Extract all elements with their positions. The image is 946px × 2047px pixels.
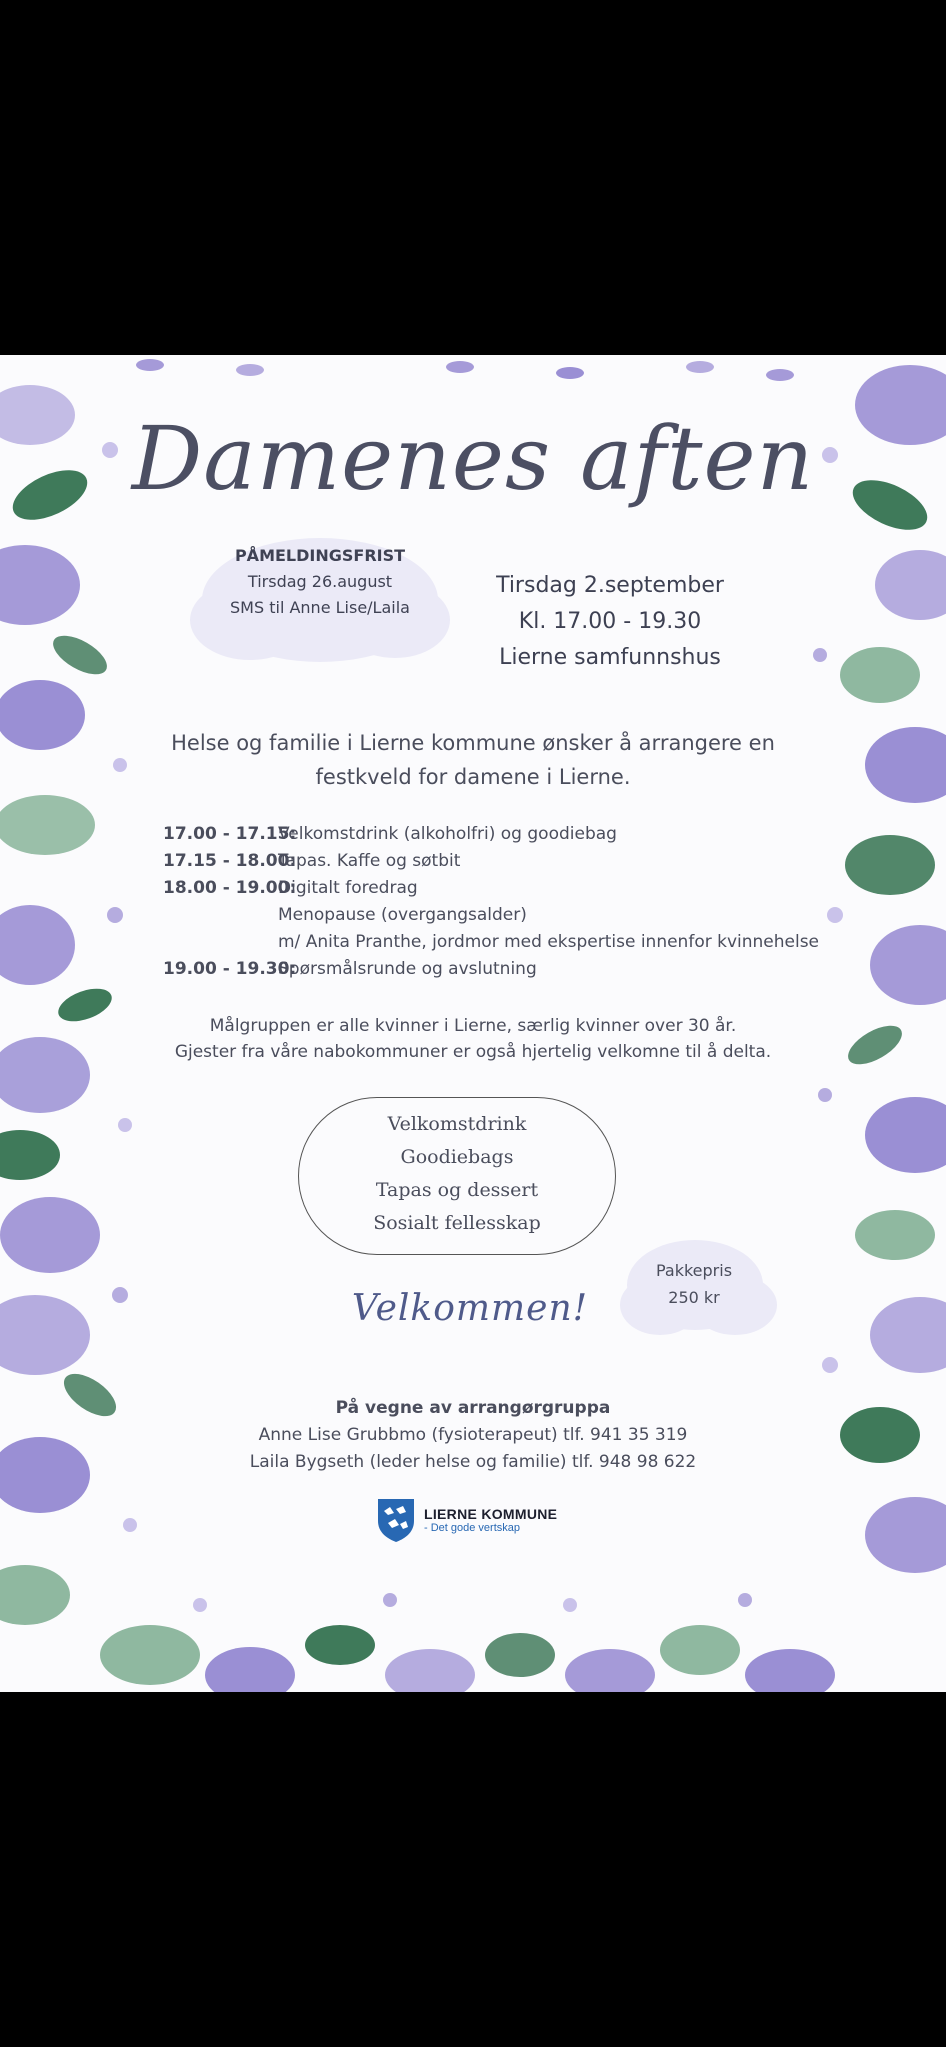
schedule-description	[278, 848, 843, 875]
schedule-description-line: Digitalt foredrag	[278, 878, 418, 898]
schedule-description	[278, 956, 843, 983]
package-item: Tapas og dessert	[375, 1179, 539, 1201]
audience-line-1: Målgruppen er alle kvinner i Lierne, særlig kvinner over 30 år.	[209, 1016, 737, 1036]
event-time: Kl. 17.00 - 19.30	[518, 609, 702, 634]
event-venue: Lierne samfunnshus	[499, 645, 721, 670]
schedule-time: 17.15 - 18.00:	[163, 851, 297, 871]
schedule-time: 19.00 - 19.30:	[163, 959, 297, 979]
audience-text	[150, 1013, 796, 1065]
municipality-slogan: - Det gode vertskap	[424, 1522, 520, 1534]
poster-title: Damenes aften	[131, 407, 815, 510]
schedule-description-line: m/ Anita Pranthe, jordmor med ekspertise innenfor kvinnehelse	[278, 932, 820, 952]
organizers	[220, 1395, 726, 1476]
top-lavender-decoration	[136, 359, 794, 381]
package-item: Sosialt fellesskap	[373, 1212, 541, 1234]
schedule-row	[163, 956, 843, 983]
schedule-description	[278, 875, 843, 956]
left-flowers-decoration	[0, 385, 137, 1625]
event-details	[470, 568, 750, 676]
intro-text: Helse og familie i Lierne kommune ønsker å arrangere en festkveld for damene i Lierne.	[171, 731, 775, 789]
organizers-heading: På vegne av arrangørgruppa	[335, 1398, 611, 1418]
registration-deadline	[200, 543, 440, 621]
welcome-text: Velkommen!	[351, 1288, 589, 1329]
bottom-flowers-decoration	[100, 1593, 835, 1692]
schedule-description-line: Tapas. Kaffe og søtbit	[278, 851, 461, 871]
event-date: Tirsdag 2.september	[496, 573, 724, 598]
deadline-contact: SMS til Anne Lise/Laila	[230, 598, 410, 617]
schedule-row	[163, 848, 843, 875]
schedule-time: 18.00 - 19.00:	[163, 878, 297, 898]
deadline-date: Tirsdag 26.august	[247, 572, 393, 591]
schedule-row	[163, 821, 843, 848]
organizer-contact-2: Laila Bygseth (leder helse og familie) tlf. 948 98 622	[249, 1452, 697, 1472]
schedule-description-line: Velkomstdrink (alkoholfri) og goodiebag	[278, 824, 617, 844]
price-value: 250 kr	[668, 1288, 720, 1307]
package-box	[298, 1097, 616, 1255]
schedule	[163, 821, 843, 983]
municipality-logo	[376, 1495, 557, 1545]
organizer-contact-1: Anne Lise Grubbmo (fysioterapeut) tlf. 941 35 319	[258, 1425, 688, 1445]
schedule-description-line: Menopause (overgangsalder)	[278, 905, 527, 925]
schedule-description-line: Spørsmålsrunde og avslutning	[278, 959, 537, 979]
schedule-time: 17.00 - 17.15:	[163, 824, 297, 844]
package-item: Velkomstdrink	[387, 1113, 527, 1135]
municipality-name: LIERNE KOMMUNE	[424, 1506, 558, 1522]
price-label: Pakkepris	[655, 1261, 733, 1280]
audience-line-2: Gjester fra våre nabokommuner er også hjertelig velkomne til å delta.	[174, 1042, 772, 1062]
package-item: Goodiebags	[400, 1146, 514, 1168]
event-poster	[0, 355, 946, 1692]
deadline-heading: PÅMELDINGSFRIST	[234, 546, 406, 565]
schedule-row	[163, 875, 843, 956]
coat-of-arms-icon	[376, 1497, 416, 1543]
schedule-description	[278, 821, 843, 848]
